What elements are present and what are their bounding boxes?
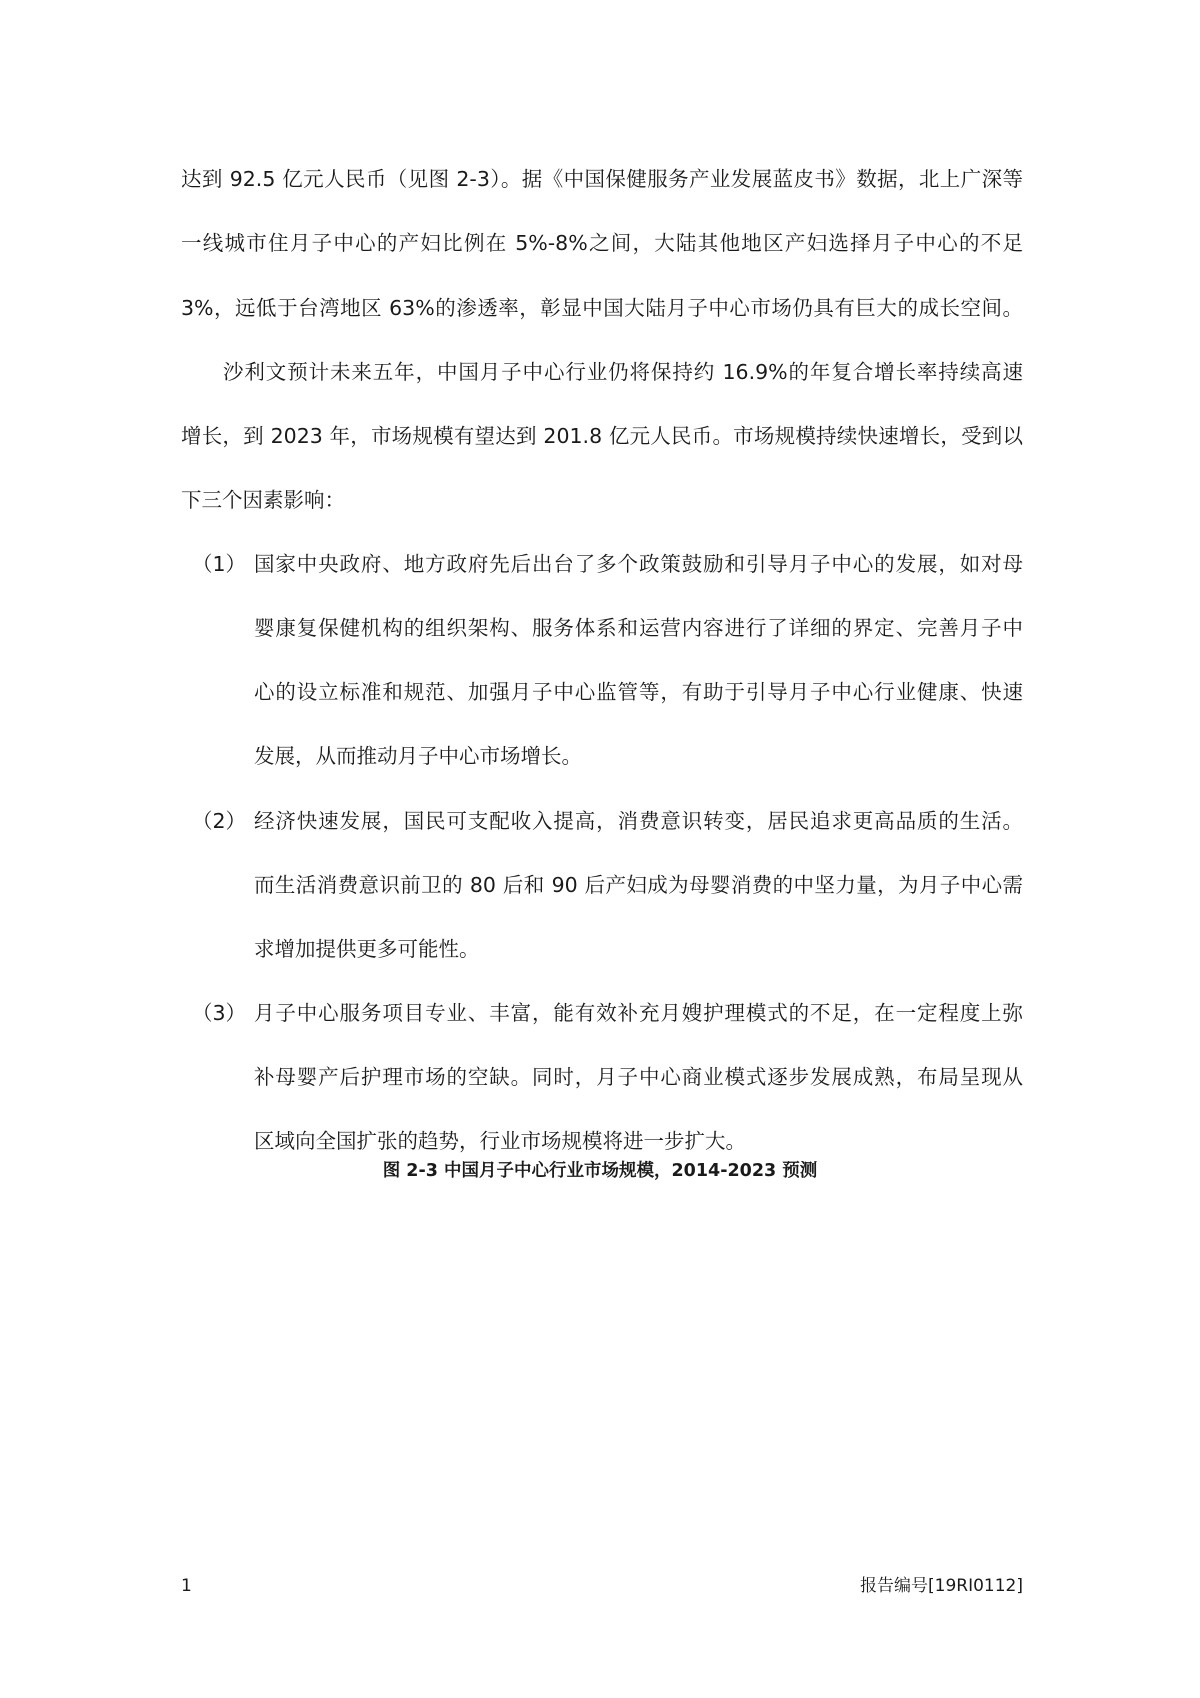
list-item-line: 经济快速发展，国民可支配收入提高，消费意识转变，居民追求更高品质的生活。 [254,809,1023,833]
paragraph-line: 一线城市住月子中心的产妇比例在 5%-8%之间，大陆其他地区产妇选择月子中心的不足 [181,231,1023,255]
list-item-line: 月子中心服务项目专业、丰富，能有效补充月嫂护理模式的不足，在一定程度上弥 [254,1001,1023,1025]
list-item-line: 发展，从而推动月子中心市场增长。 [254,744,582,768]
page-number: 1 [181,1576,192,1596]
paragraph-line: 达到 92.5 亿元人民币（见图 2-3）。据《中国保健服务产业发展蓝皮书》数据，北上广深等 [181,167,1023,191]
paragraph-line: 3%，远低于台湾地区 63%的渗透率，彰显中国大陆月子中心市场仍具有巨大的成长空间。 [181,296,1023,320]
report-id: 报告编号[19RI0112] [860,1576,1023,1596]
list-item-line: 求增加提供更多可能性。 [254,937,480,961]
list-item-number: （2） [192,809,247,833]
list-item-number: （3） [192,1001,247,1025]
figure-caption: 图 2-3 中国月子中心行业市场规模，2014-2023 预测 [382,1161,818,1181]
paragraph-line: 增长，到 2023 年，市场规模有望达到 201.8 亿元人民币。市场规模持续快速增长，受到以 [181,424,1023,448]
list-item-line: 婴康复保健机构的组织架构、服务体系和运营内容进行了详细的界定、完善月子中 [254,616,1023,640]
list-item-number: （1） [192,552,247,576]
paragraph-line: 沙利文预计未来五年，中国月子中心行业仍将保持约 16.9%的年复合增长率持续高速 [223,360,1023,384]
list-item-line: 心的设立标准和规范、加强月子中心监管等，有助于引导月子中心行业健康、快速 [254,680,1023,704]
list-item-line: 补母婴产后护理市场的空缺。同时，月子中心商业模式逐步发展成熟，布局呈现从 [254,1065,1023,1089]
list-item-line: 国家中央政府、地方政府先后出台了多个政策鼓励和引导月子中心的发展，如对母 [254,552,1023,576]
paragraph-line: 下三个因素影响： [181,488,345,512]
list-item-line: 区域向全国扩张的趋势，行业市场规模将进一步扩大。 [254,1129,746,1153]
list-item-line: 而生活消费意识前卫的 80 后和 90 后产妇成为母婴消费的中坚力量，为月子中心需 [254,873,1023,897]
